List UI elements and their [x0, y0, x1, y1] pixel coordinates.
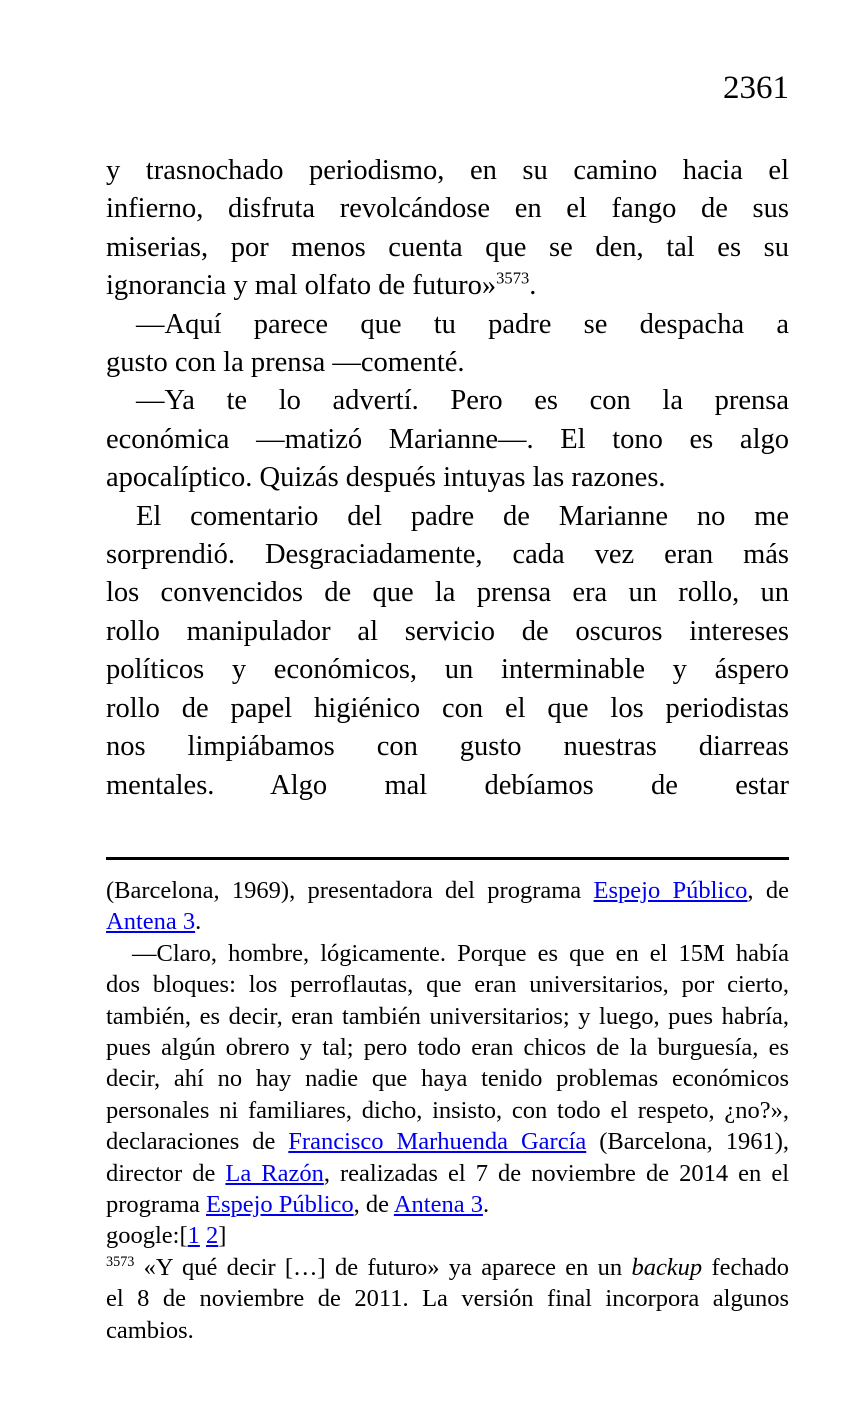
text-segment: ] [218, 1222, 227, 1250]
text-segment: «Y qué decir […] de futuro» ya aparece en un [134, 1253, 632, 1281]
text-segment: —Aquí parece que tu padre se despacha a [136, 308, 789, 340]
footnote-link[interactable]: 1 [187, 1222, 200, 1250]
footnote-link[interactable]: 2 [206, 1222, 219, 1250]
paragraph [106, 1220, 789, 1251]
text-segment: el 8 de noviembre de 2011. La versión final incorpora algunos [106, 1285, 789, 1313]
footnote-link[interactable]: Antena 3 [393, 1190, 483, 1218]
text-line [106, 421, 789, 459]
paragraph [106, 875, 789, 938]
paragraph [106, 152, 789, 306]
text-segment: económica —matizó Marianne—. El tono es algo [106, 423, 789, 455]
text-segment: rollo manipulador al servicio de oscuros intereses [106, 615, 789, 647]
body-text [106, 152, 789, 805]
text-column [106, 0, 789, 1346]
text-line [106, 728, 789, 766]
text-segment: cambios. [106, 1316, 194, 1344]
text-segment: dos bloques: los perroflautas, que eran universitarios, por cierto, [106, 971, 789, 999]
text-line [106, 938, 789, 969]
paragraph [106, 1252, 789, 1346]
text-line [106, 1220, 789, 1251]
footnotes-section [106, 875, 789, 1346]
text-line [106, 536, 789, 574]
page-number: 2361 [723, 70, 789, 106]
text-segment: políticos y económicos, un interminable y áspero [106, 654, 789, 686]
text-line [106, 767, 789, 805]
text-line [106, 969, 789, 1000]
text-segment: nos limpiábamos con gusto nuestras diarreas [106, 731, 789, 763]
text-segment: también, es decir, eran también universitarios; y luego, pues habría, [106, 1002, 789, 1030]
text-line [106, 1001, 789, 1032]
text-segment: gusto con la prensa —comenté. [106, 347, 465, 379]
text-line [106, 1283, 789, 1314]
footnote-ref: 3573 [106, 1253, 135, 1270]
text-segment: —Claro, hombre, lógicamente. Porque es que en el 15M había [132, 939, 789, 967]
footnote-link[interactable]: Antena 3 [106, 908, 196, 936]
text-segment: , de [353, 1190, 394, 1218]
paragraph [106, 306, 789, 383]
text-line [106, 1158, 789, 1189]
footnote-ref: 3573 [496, 268, 530, 288]
text-line [106, 382, 789, 420]
text-segment: , realizadas el 7 de noviembre de 2014 en el [323, 1159, 789, 1187]
text-segment: —Ya te lo advertí. Pero es con la prensa [136, 385, 789, 417]
text-line [106, 1032, 789, 1063]
text-line [106, 1315, 789, 1346]
text-line [106, 229, 789, 267]
paragraph [106, 382, 789, 497]
text-line [106, 690, 789, 728]
text-line [106, 152, 789, 190]
text-line [106, 344, 789, 382]
text-segment: personales ni familiares, dicho, insisto, con todo el respeto, ¿no?», [106, 1096, 789, 1124]
text-line [106, 1063, 789, 1094]
text-segment: ignorancia y mal olfato de futuro» [106, 270, 497, 302]
text-line [106, 1095, 789, 1126]
text-segment: , de [747, 876, 790, 904]
page-header [106, 72, 789, 105]
text-line [106, 875, 789, 906]
text-segment: pues algún obrero y tal; pero todo eran chicos de la burguesía, es [106, 1033, 789, 1061]
italic-term: backup [631, 1253, 703, 1281]
text-line [106, 613, 789, 651]
footnote-link[interactable]: La Razón [225, 1159, 324, 1187]
text-line [106, 574, 789, 612]
paragraph [106, 498, 789, 805]
text-segment: . [529, 270, 537, 302]
text-segment: (Barcelona, 1961), [586, 1128, 789, 1156]
text-segment: El comentario del padre de Marianne no me [136, 500, 789, 532]
text-line [106, 190, 789, 228]
text-segment: . [195, 908, 202, 936]
text-line [106, 498, 789, 536]
text-segment: infierno, disfruta revolcándose en el fango de sus [106, 193, 789, 225]
text-line [106, 267, 789, 305]
text-segment: google:[ [106, 1222, 188, 1250]
footnote-separator [106, 857, 789, 860]
text-line [106, 306, 789, 344]
text-segment: mentales. Algo mal debíamos de estar [106, 769, 789, 801]
text-line [106, 906, 789, 937]
text-segment: los convencidos de que la prensa era un rollo, un [106, 577, 789, 609]
text-segment: y trasnochado periodismo, en su camino hacia el [106, 155, 789, 186]
text-segment: miserias, por menos cuenta que se den, tal es su [106, 231, 789, 263]
text-line [106, 1252, 789, 1283]
text-segment: sorprendió. Desgraciadamente, cada vez eran más [106, 539, 789, 571]
text-segment: programa [106, 1190, 206, 1218]
text-line [106, 1126, 789, 1157]
paragraph [106, 938, 789, 1221]
text-line [106, 459, 789, 497]
text-segment: (Barcelona, 1969), presentadora del programa [106, 876, 594, 904]
footnote-link[interactable]: Espejo Público [206, 1190, 354, 1218]
footnote-link[interactable]: Francisco Marhuenda García [288, 1128, 587, 1156]
text-segment: decir, ahí no hay nadie que haya tenido problemas económicos [106, 1065, 789, 1093]
text-segment: declaraciones de [106, 1128, 289, 1156]
text-segment: apocalíptico. Quizás después intuyas las razones. [106, 462, 666, 494]
text-segment: . [482, 1190, 490, 1218]
text-line [106, 1189, 789, 1220]
text-segment: fechado [702, 1253, 789, 1281]
text-line [106, 651, 789, 689]
text-segment: rollo de papel higiénico con el que los periodistas [106, 692, 789, 724]
footnote-link[interactable]: Espejo Público [593, 876, 748, 904]
text-segment: director de [106, 1159, 226, 1187]
